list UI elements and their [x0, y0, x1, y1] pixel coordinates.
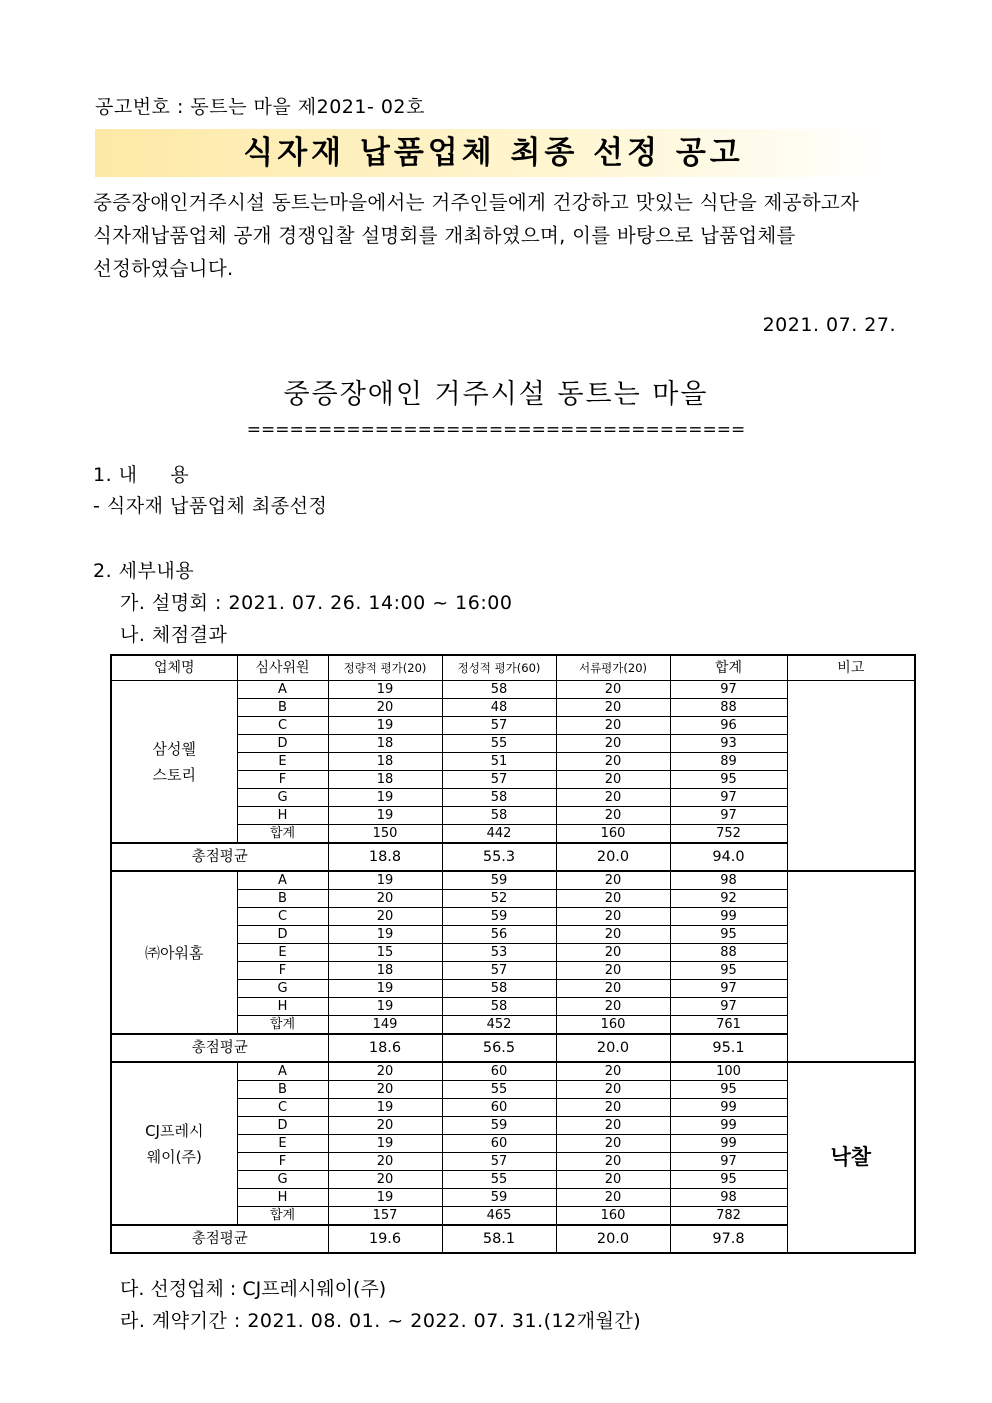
score-cell: 19 [328, 681, 442, 699]
average-cell: 95.1 [670, 1034, 787, 1062]
section-2-heading: 2. 세부내용 [93, 560, 195, 582]
score-cell: 57 [442, 1153, 556, 1171]
table-header-row [111, 655, 915, 681]
score-cell: 20 [556, 699, 670, 717]
judge-cell: H [237, 807, 328, 825]
total-cell: 782 [670, 1207, 787, 1226]
average-cell: 94.0 [670, 843, 787, 871]
score-cell: 20 [556, 944, 670, 962]
score-cell: 20 [556, 1081, 670, 1099]
selected-vendor: 다. 선정업체 : CJ프레시웨이(주) [120, 1278, 387, 1300]
score-cell: 98 [670, 871, 787, 890]
score-cell: 59 [442, 1189, 556, 1207]
judge-cell: A [237, 1062, 328, 1081]
divider-rule: =================================== [246, 420, 746, 440]
score-cell: 20 [556, 1062, 670, 1081]
score-cell: 88 [670, 944, 787, 962]
average-cell: 20.0 [556, 1225, 670, 1253]
total-label: 합계 [237, 825, 328, 844]
score-cell: 99 [670, 1099, 787, 1117]
table-row [111, 871, 915, 890]
title-banner [95, 129, 892, 177]
section-1-heading: 1. 내 용 [93, 464, 190, 486]
average-cell: 20.0 [556, 843, 670, 871]
total-cell: 160 [556, 1016, 670, 1035]
score-cell: 57 [442, 717, 556, 735]
score-cell: 97 [670, 998, 787, 1016]
total-cell: 761 [670, 1016, 787, 1035]
judge-cell: G [237, 1171, 328, 1189]
judge-cell: G [237, 789, 328, 807]
score-cell: 20 [556, 771, 670, 789]
score-cell: 20 [556, 807, 670, 825]
vendor-name-line: ㈜아워홈 [145, 943, 204, 962]
judge-cell: B [237, 890, 328, 908]
judge-cell: G [237, 980, 328, 998]
average-cell: 56.5 [442, 1034, 556, 1062]
score-cell: 60 [442, 1062, 556, 1081]
vendor-name-line: 삼성웰 [152, 739, 196, 758]
total-cell: 160 [556, 1207, 670, 1226]
score-cell: 19 [328, 807, 442, 825]
total-cell: 150 [328, 825, 442, 844]
total-label: 합계 [237, 1207, 328, 1226]
score-cell: 19 [328, 980, 442, 998]
score-cell: 58 [442, 789, 556, 807]
total-label: 합계 [237, 1016, 328, 1035]
total-cell: 442 [442, 825, 556, 844]
score-cell: 19 [328, 717, 442, 735]
score-cell: 97 [670, 681, 787, 699]
scoring-result-heading: 나. 체점결과 [120, 624, 228, 646]
judge-cell: B [237, 1081, 328, 1099]
score-cell: 92 [670, 890, 787, 908]
score-cell: 97 [670, 789, 787, 807]
score-cell: 20 [556, 753, 670, 771]
score-cell: 19 [328, 1135, 442, 1153]
notice-date: 2021. 07. 27. [762, 314, 896, 336]
average-cell: 97.8 [670, 1225, 787, 1253]
score-cell: 20 [556, 717, 670, 735]
score-cell: 95 [670, 962, 787, 980]
total-cell: 160 [556, 825, 670, 844]
header-document: 서류평가(20) [556, 655, 670, 681]
page-title: 식자재 납품업체 최종 선정 공고 [243, 135, 744, 171]
score-cell: 20 [556, 1099, 670, 1117]
judge-cell: F [237, 771, 328, 789]
table-row [111, 681, 915, 699]
score-cell: 20 [328, 1171, 442, 1189]
judge-cell: D [237, 735, 328, 753]
score-cell: 89 [670, 753, 787, 771]
score-cell: 60 [442, 1099, 556, 1117]
header-vendor: 업체명 [111, 655, 237, 681]
score-cell: 95 [670, 926, 787, 944]
score-cell: 20 [328, 908, 442, 926]
judge-cell: E [237, 753, 328, 771]
score-cell: 95 [670, 771, 787, 789]
total-cell: 149 [328, 1016, 442, 1035]
average-label: 총점평균 [111, 843, 328, 871]
score-cell: 15 [328, 944, 442, 962]
score-cell: 20 [328, 890, 442, 908]
score-cell: 52 [442, 890, 556, 908]
judge-cell: A [237, 681, 328, 699]
score-cell: 19 [328, 998, 442, 1016]
score-cell: 20 [328, 1081, 442, 1099]
score-cell: 93 [670, 735, 787, 753]
total-cell: 157 [328, 1207, 442, 1226]
judge-cell: H [237, 1189, 328, 1207]
judge-cell: C [237, 717, 328, 735]
judge-cell: D [237, 1117, 328, 1135]
score-cell: 20 [328, 1153, 442, 1171]
score-cell: 20 [556, 908, 670, 926]
score-cell: 18 [328, 753, 442, 771]
note-cell: 낙찰 [787, 1062, 915, 1253]
score-cell: 60 [442, 1135, 556, 1153]
vendor-name-cell [111, 1062, 237, 1225]
score-cell: 48 [442, 699, 556, 717]
briefing-schedule: 가. 설명회 : 2021. 07. 26. 14:00 ~ 16:00 [120, 592, 513, 614]
score-cell: 96 [670, 717, 787, 735]
score-cell: 95 [670, 1081, 787, 1099]
header-note: 비고 [787, 655, 915, 681]
average-label: 총점평균 [111, 1225, 328, 1253]
score-cell: 19 [328, 926, 442, 944]
score-cell: 57 [442, 771, 556, 789]
score-cell: 20 [556, 1153, 670, 1171]
vendor-name-cell [111, 871, 237, 1034]
average-cell: 58.1 [442, 1225, 556, 1253]
score-cell: 20 [556, 998, 670, 1016]
score-cell: 20 [328, 1117, 442, 1135]
average-cell: 20.0 [556, 1034, 670, 1062]
judge-cell: A [237, 871, 328, 890]
vendor-name-line: 웨이(주) [146, 1147, 202, 1166]
score-cell: 19 [328, 871, 442, 890]
score-cell: 97 [670, 1153, 787, 1171]
judge-cell: C [237, 908, 328, 926]
score-cell: 20 [556, 1117, 670, 1135]
judge-cell: F [237, 962, 328, 980]
score-cell: 100 [670, 1062, 787, 1081]
score-cell: 20 [556, 980, 670, 998]
score-cell: 20 [556, 926, 670, 944]
note-cell [787, 681, 915, 872]
total-cell: 452 [442, 1016, 556, 1035]
score-cell: 20 [556, 890, 670, 908]
vendor-name-line: 스토리 [152, 765, 196, 784]
score-cell: 98 [670, 1189, 787, 1207]
score-cell: 58 [442, 681, 556, 699]
body-line: 선정하였습니다. [93, 257, 234, 280]
score-cell: 58 [442, 998, 556, 1016]
score-cell: 59 [442, 908, 556, 926]
average-cell: 18.8 [328, 843, 442, 871]
score-cell: 55 [442, 1081, 556, 1099]
score-cell: 20 [556, 789, 670, 807]
section-1-item: - 식자재 납품업체 최종선정 [93, 495, 328, 517]
score-cell: 97 [670, 980, 787, 998]
score-cell: 20 [556, 681, 670, 699]
judge-cell: H [237, 998, 328, 1016]
score-cell: 19 [328, 789, 442, 807]
score-cell: 51 [442, 753, 556, 771]
average-cell: 19.6 [328, 1225, 442, 1253]
header-judge: 심사위원 [237, 655, 328, 681]
body-paragraph [93, 186, 913, 285]
score-cell: 20 [556, 1189, 670, 1207]
score-cell: 55 [442, 1171, 556, 1189]
total-cell: 752 [670, 825, 787, 844]
score-cell: 95 [670, 1171, 787, 1189]
score-cell: 20 [556, 735, 670, 753]
contract-period: 라. 계약기간 : 2021. 08. 01. ~ 2022. 07. 31.(12개월간) [120, 1310, 642, 1332]
body-line: 중증장애인거주시설 동트는마을에서는 거주인들에게 건강하고 맛있는 식단을 제공하고자 [93, 191, 860, 214]
vendor-name-cell [111, 681, 237, 844]
score-cell: 53 [442, 944, 556, 962]
score-cell: 20 [556, 962, 670, 980]
note-cell [787, 871, 915, 1062]
organization-name: 중증장애인 거주시설 동트는 마을 [283, 379, 709, 410]
judge-cell: F [237, 1153, 328, 1171]
score-cell: 20 [328, 1062, 442, 1081]
average-cell: 18.6 [328, 1034, 442, 1062]
score-cell: 56 [442, 926, 556, 944]
score-cell: 20 [556, 1135, 670, 1153]
header-total: 합계 [670, 655, 787, 681]
score-cell: 88 [670, 699, 787, 717]
score-cell: 20 [328, 699, 442, 717]
header-qualitative: 정성적 평가(60) [442, 655, 556, 681]
score-cell: 18 [328, 735, 442, 753]
score-cell: 20 [556, 1171, 670, 1189]
score-cell: 59 [442, 871, 556, 890]
notice-number: 공고번호 : 동트는 마을 제2021- 02호 [95, 96, 425, 118]
score-cell: 99 [670, 908, 787, 926]
score-cell: 18 [328, 962, 442, 980]
score-cell: 99 [670, 1135, 787, 1153]
average-cell: 55.3 [442, 843, 556, 871]
score-cell: 58 [442, 807, 556, 825]
score-cell: 19 [328, 1189, 442, 1207]
score-cell: 59 [442, 1117, 556, 1135]
table-row [111, 1062, 915, 1081]
average-label: 총점평균 [111, 1034, 328, 1062]
score-table [110, 654, 916, 1254]
judge-cell: E [237, 1135, 328, 1153]
judge-cell: D [237, 926, 328, 944]
judge-cell: C [237, 1099, 328, 1117]
score-cell: 57 [442, 962, 556, 980]
score-cell: 58 [442, 980, 556, 998]
score-cell: 20 [556, 871, 670, 890]
score-cell: 55 [442, 735, 556, 753]
vendor-name-line: CJ프레시 [145, 1121, 204, 1140]
score-cell: 18 [328, 771, 442, 789]
header-quantitative: 정량적 평가(20) [328, 655, 442, 681]
score-cell: 97 [670, 807, 787, 825]
score-cell: 19 [328, 1099, 442, 1117]
judge-cell: E [237, 944, 328, 962]
score-cell: 99 [670, 1117, 787, 1135]
judge-cell: B [237, 699, 328, 717]
body-line: 식자재납품업체 공개 경쟁입찰 설명회를 개최하였으며, 이를 바탕으로 납품업체를 [93, 224, 796, 247]
total-cell: 465 [442, 1207, 556, 1226]
